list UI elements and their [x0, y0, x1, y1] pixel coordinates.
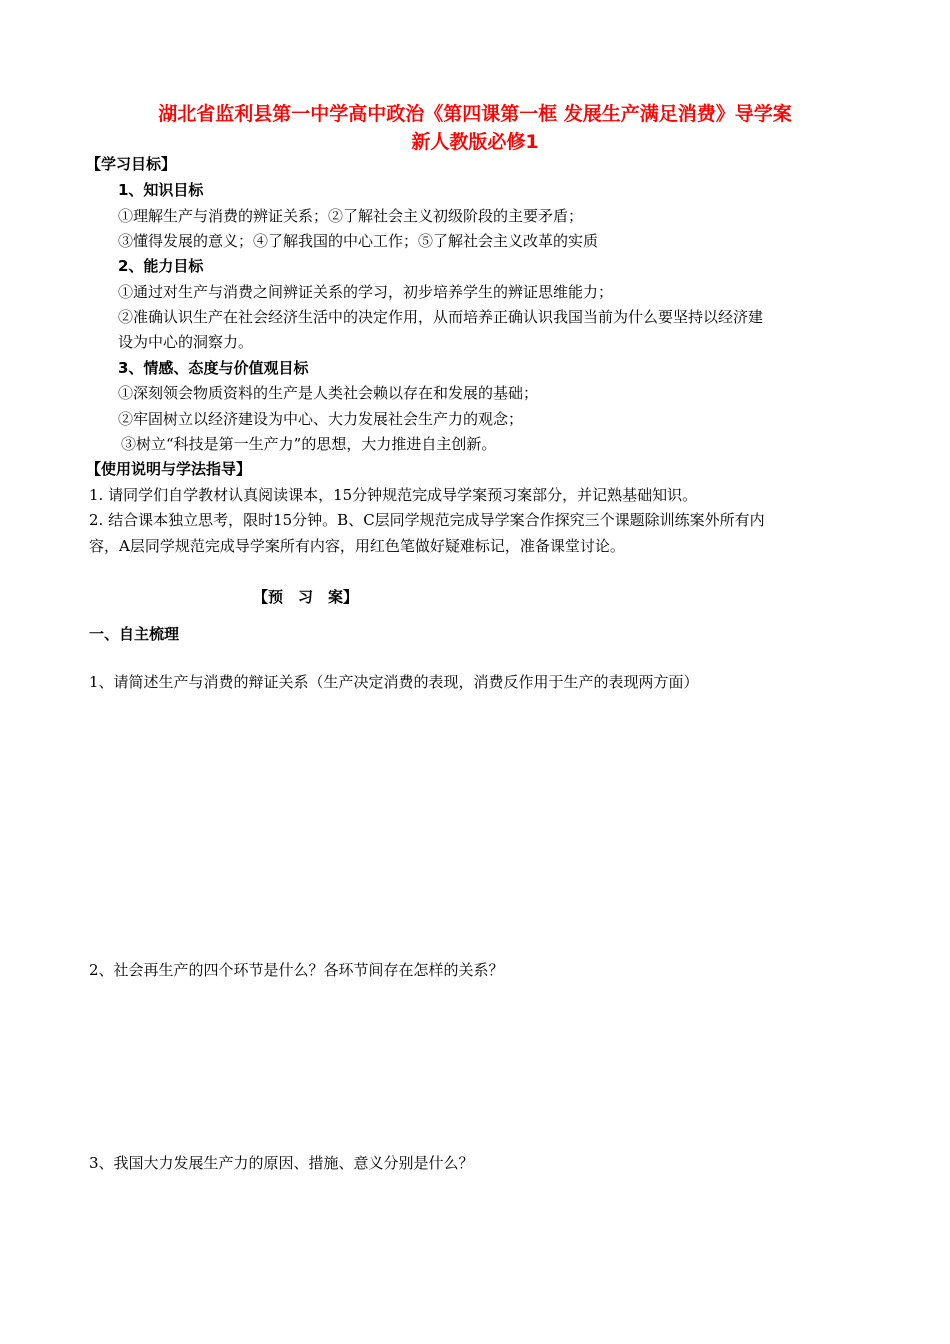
self-review-heading: 一、自主梳理: [89, 625, 180, 643]
question-3: 3、我国大力发展生产力的原因、措施、意义分别是什么？: [89, 1154, 474, 1172]
emotion-goal-item: ②牢固树立以经济建设为中心、大力发展社会生产力的观念；: [118, 410, 524, 428]
question-2: 2、社会再生产的四个环节是什么？各环节间存在怎样的关系？: [89, 961, 504, 979]
document-title-line2: 新人教版必修1: [411, 131, 539, 153]
document-title-line1: 湖北省监利县第一中学高中政治《第四课第一框 发展生产满足消费》导学案: [158, 103, 792, 125]
ability-goals-heading: 2、能力目标: [118, 257, 204, 275]
ability-goal-item: 设为中心的洞察力。: [118, 333, 254, 351]
usage-item: 容，A层同学规范完成导学案所有内容，用红色笔做好疑难标记，准备课堂讨论。: [89, 537, 625, 555]
usage-item: 1. 请同学们自学教材认真阅读课本，15分钟规范完成导学案预习案部分，并记熟基础知识。: [89, 486, 698, 504]
emotion-goal-item: ①深刻领会物质资料的生产是人类社会赖以存在和发展的基础；: [118, 384, 539, 402]
preview-heading: 【预 习 案】: [253, 588, 359, 606]
usage-heading: 【使用说明与学法指导】: [86, 460, 252, 478]
knowledge-goal-item: ③懂得发展的意义；④了解我国的中心工作；⑤了解社会主义改革的实质: [118, 232, 599, 250]
knowledge-goal-item: ①理解生产与消费的辨证关系；②了解社会主义初级阶段的主要矛盾；: [118, 207, 584, 225]
knowledge-goals-heading: 1、知识目标: [118, 181, 204, 199]
learning-goals-heading: 【学习目标】: [86, 155, 177, 173]
ability-goal-item: ②准确认识生产在社会经济生活中的决定作用，从而培养正确认识我国当前为什么要坚持以经济建: [118, 308, 764, 326]
emotion-goals-heading: 3、情感、态度与价值观目标: [118, 359, 309, 377]
question-1: 1、请简述生产与消费的辩证关系（生产决定消费的表现，消费反作用于生产的表现两方面）: [89, 673, 699, 691]
emotion-goal-item: ③树立“科技是第一生产力”的思想，大力推进自主创新。: [121, 435, 497, 453]
ability-goal-item: ①通过对生产与消费之间辨证关系的学习，初步培养学生的辨证思维能力；: [118, 283, 614, 301]
usage-item: 2. 结合课本独立思考，限时15分钟。B、C层同学规范完成导学案合作探究三个课题除训练案外所有内: [89, 511, 765, 529]
